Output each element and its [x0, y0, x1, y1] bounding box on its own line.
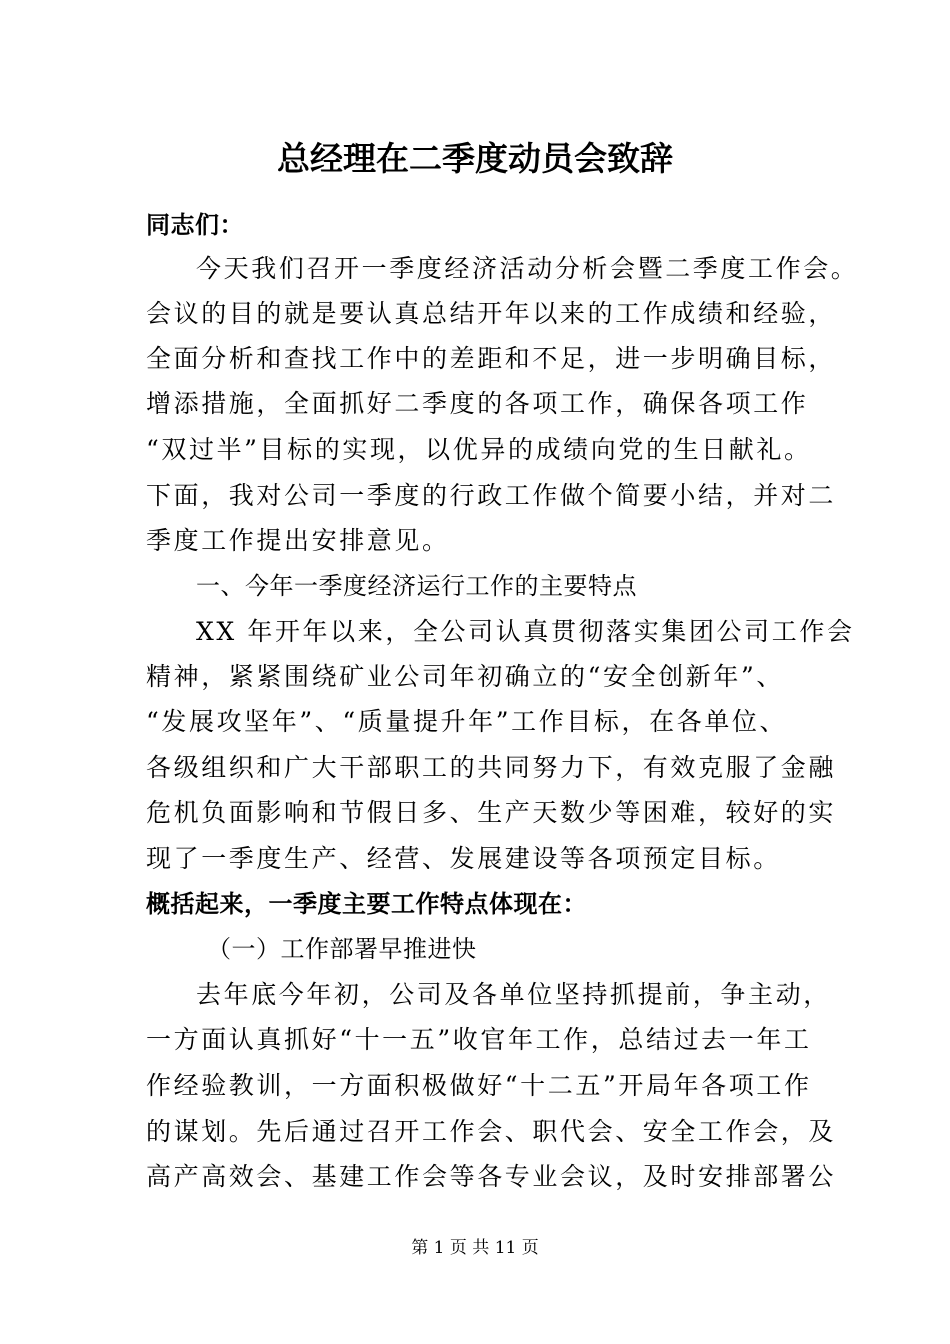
subsection-heading: （一）工作部署早推进快: [207, 935, 477, 963]
salutation: 同志们：: [146, 211, 244, 239]
paragraph-line: 的谋划。先后通过召开工作会、职代会、安全工作会，及: [146, 1117, 837, 1146]
paragraph-line: 增添措施，全面抓好二季度的各项工作，确保各项工作: [146, 389, 809, 418]
paragraph-line: 今天我们召开一季度经济活动分析会暨二季度工作会。: [196, 254, 859, 283]
paragraph-line: 危机负面影响和节假日多、生产天数少等困难，较好的实: [146, 798, 837, 827]
paragraph-line: 季度工作提出安排意见。: [146, 526, 450, 555]
paragraph-line: XX 年开年以来，全公司认真贯彻落实集团公司工作会: [196, 617, 855, 646]
paragraph-line: 现了一季度生产、经营、发展建设等各项预定目标。: [146, 844, 781, 873]
section-heading: 一、今年一季度经济运行工作的主要特点: [196, 572, 637, 600]
paragraph-line: “双过半”目标的实现，以优异的成绩向党的生日献礼。: [146, 435, 812, 464]
paragraph-line: 各级组织和广大干部职工的共同努力下，有效克服了金融: [146, 753, 837, 782]
paragraph-line: 会议的目的就是要认真总结开年以来的工作成绩和经验，: [146, 299, 837, 328]
paragraph-line: 精神，紧紧围绕矿业公司年初确立的“安全创新年”、: [146, 662, 784, 691]
paragraph-line: 一方面认真抓好“十一五”收官年工作，总结过去一年工: [146, 1025, 812, 1054]
paragraph-line: 全面分析和查找工作中的差距和不足，进一步明确目标，: [146, 344, 837, 373]
summary-line: 概括起来，一季度主要工作特点体现在：: [146, 890, 587, 918]
document-title: 总经理在二季度动员会致辞: [277, 139, 673, 178]
paragraph-line: 高产高效会、基建工作会等各专业会议，及时安排部署公: [146, 1162, 837, 1191]
paragraph-line: 去年底今年初，公司及各单位坚持抓提前，争主动，: [196, 980, 831, 1009]
paragraph-line: “发展攻坚年”、“质量提升年”工作目标，在各单位、: [146, 707, 788, 736]
page-footer: 第 1 页 共 11 页: [411, 1238, 539, 1258]
paragraph-line: 下面，我对公司一季度的行政工作做个简要小结，并对二: [146, 481, 837, 510]
paragraph-line: 作经验教训，一方面积极做好“十二五”开局年各项工作: [146, 1071, 812, 1100]
